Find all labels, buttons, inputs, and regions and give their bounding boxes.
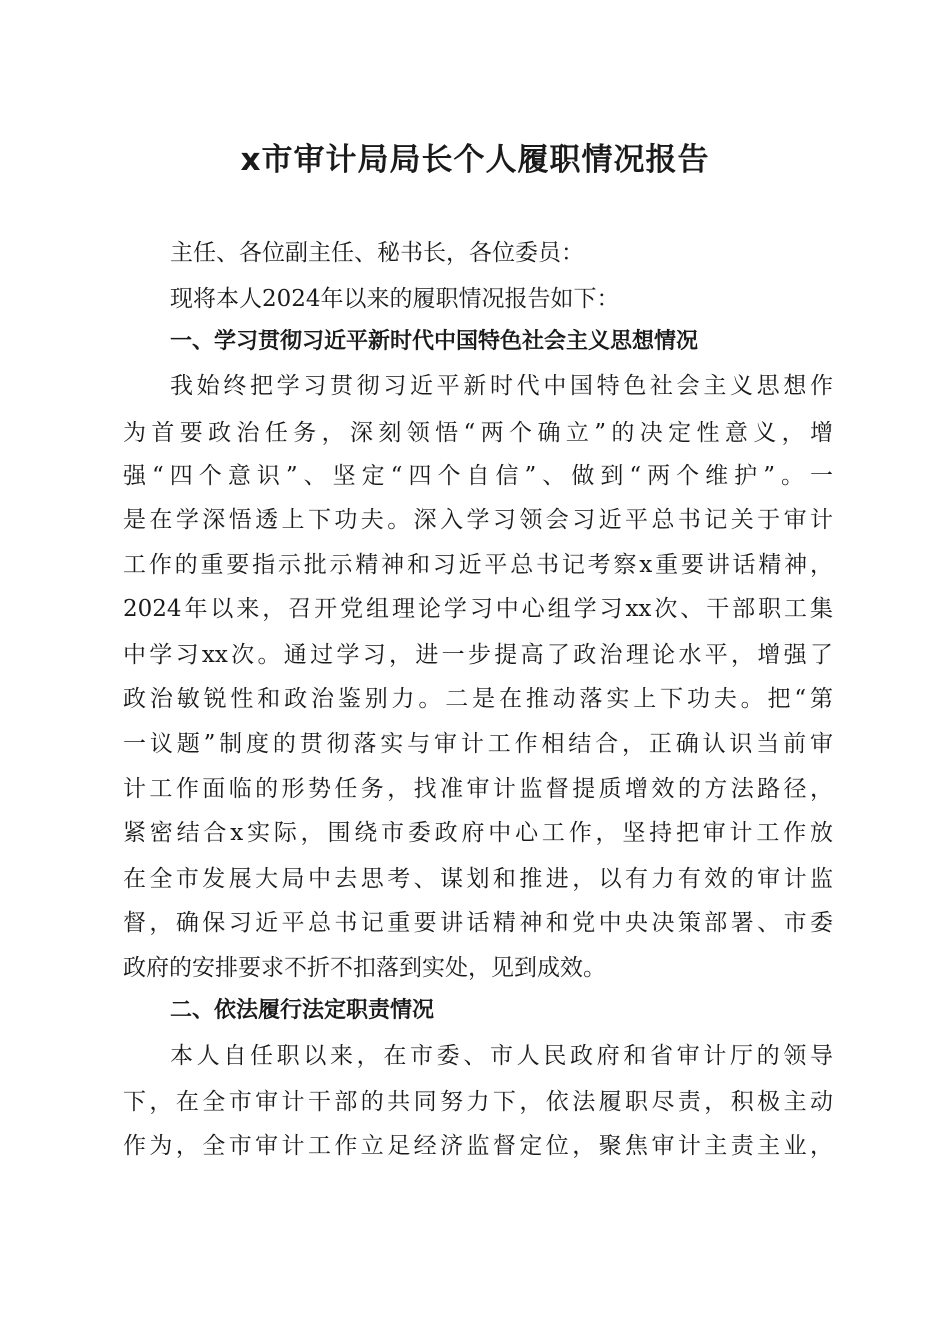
paragraph-line: 本人自任职以来，在市委、市人民政府和省审计厅的领导: [170, 1043, 833, 1069]
paragraph-line: 2024年以来，召开党组理论学习中心组学习xx次、干部职工集: [123, 596, 833, 622]
paragraph-line: 工作的重要指示批示精神和习近平总书记考察x重要讲话精神，: [123, 552, 833, 578]
paragraph-line: 紧密结合x实际，围绕市委政府中心工作，坚持把审计工作放: [123, 820, 833, 846]
section-heading-1: 一、学习贯彻习近平新时代中国特色社会主义思想情况: [170, 329, 699, 354]
paragraph-line: 在全市发展大局中去思考、谋划和推进，以有力有效的审计监: [123, 866, 833, 892]
document-title: x市审计局局长个人履职情况报告: [240, 142, 710, 178]
paragraph-line: 政治敏锐性和政治鉴别力。二是在推动落实上下功夫。把“第: [123, 686, 833, 712]
paragraph-line: 一议题”制度的贯彻落实与审计工作相结合，正确认识当前审: [123, 731, 833, 757]
paragraph-line: 我始终把学习贯彻习近平新时代中国特色社会主义思想作: [170, 373, 833, 399]
paragraph-line: 是在学深悟透上下功夫。深入学习领会习近平总书记关于审计: [123, 507, 833, 533]
paragraph-line: 督，确保习近平总书记重要讲话精神和党中央决策部署、市委: [123, 910, 833, 936]
paragraph-line: 下，在全市审计干部的共同努力下，依法履职尽责，积极主动: [123, 1089, 833, 1115]
paragraph-line: 中学习xx次。通过学习，进一步提高了政治理论水平，增强了: [123, 642, 833, 668]
section-heading-2: 二、依法履行法定职责情况: [170, 998, 435, 1023]
paragraph-line: 为首要政治任务，深刻领悟“两个确立”的决定性意义，增: [123, 420, 833, 446]
intro-paragraph: 现将本人2024年以来的履职情况报告如下：: [170, 286, 620, 312]
salutation: 主任、各位副主任、秘书长，各位委员：: [170, 240, 584, 266]
paragraph-line: 计工作面临的形势任务，找准审计监督提质增效的方法路径，: [123, 776, 833, 802]
paragraph-line: 作为，全市审计工作立足经济监督定位，聚焦审计主责主业，: [123, 1133, 833, 1159]
paragraph-line: 强“四个意识”、坚定“四个自信”、做到“两个维护”。一: [123, 463, 833, 489]
paragraph-line: 政府的安排要求不折不扣落到实处，见到成效。: [123, 955, 606, 981]
